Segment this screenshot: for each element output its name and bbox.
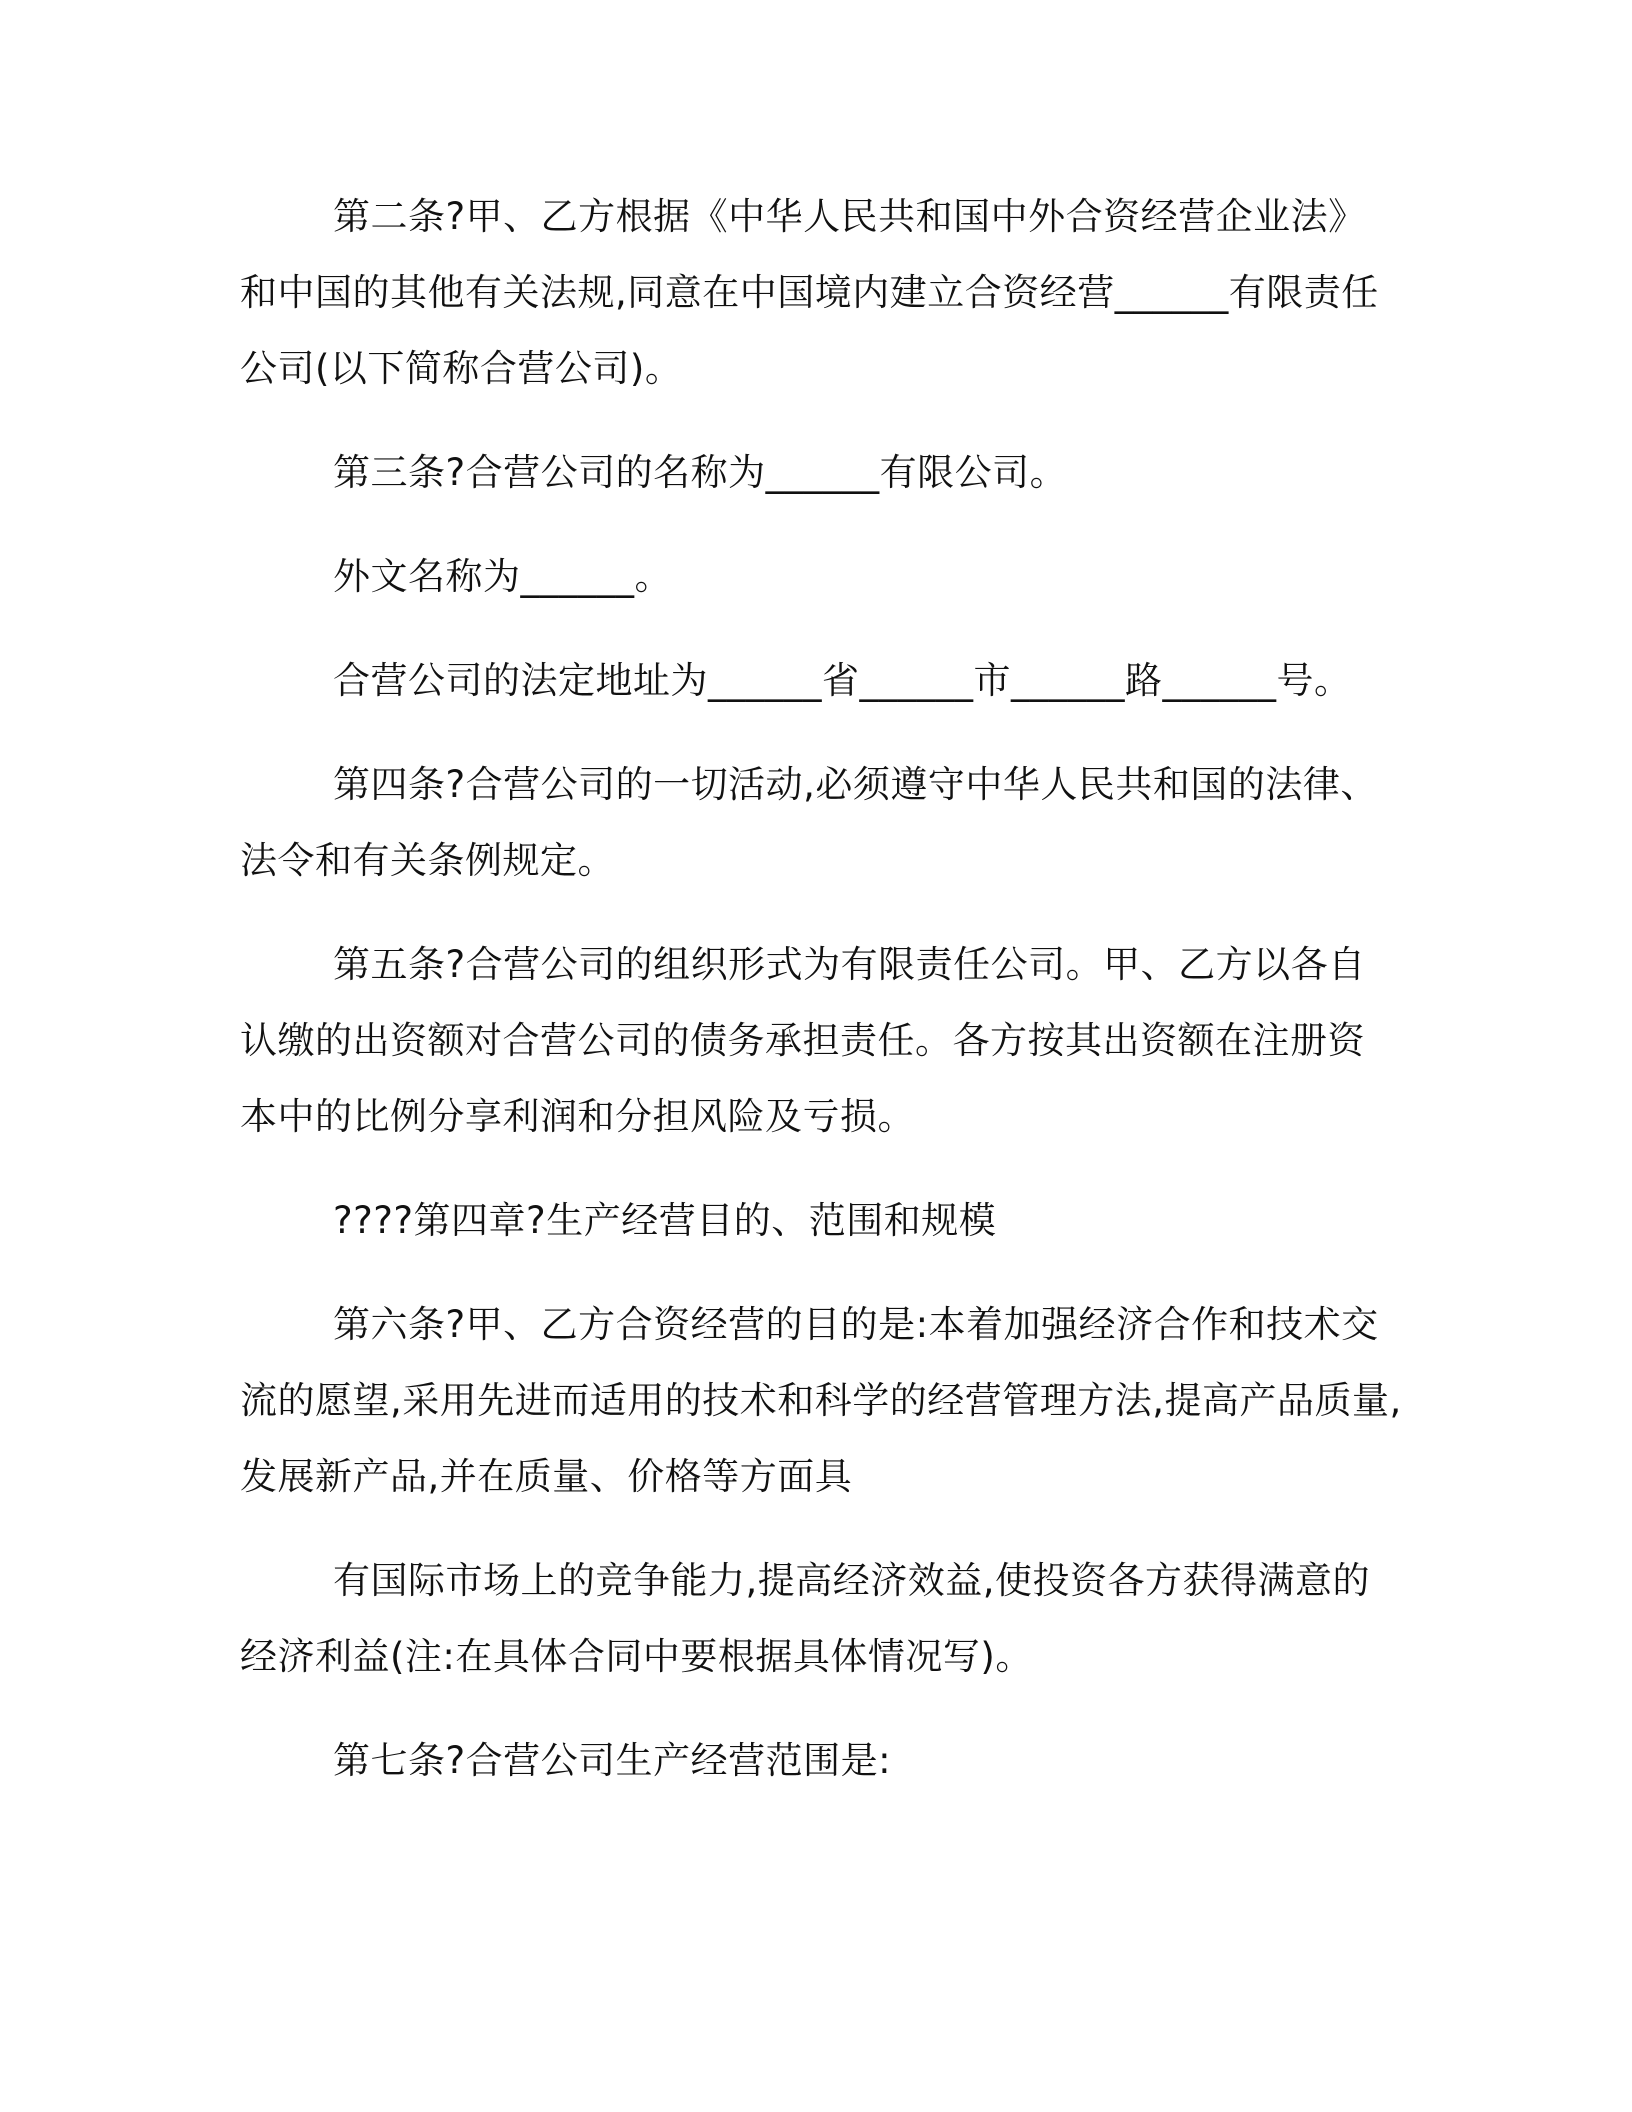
article-7-line-1: 第七条?合营公司生产经营范围是:: [333, 1739, 892, 1782]
chapter-4-heading: ????第四章?生产经营目的、范围和规模: [333, 1199, 997, 1242]
article-4-line-2: 法令和有关条例规定。: [240, 839, 615, 882]
article-5-line-3: 本中的比例分享利润和分担风险及亏损。: [240, 1095, 915, 1138]
article-6-line-1: 第六条?甲、乙方合资经营的目的是:本着加强经济合作和技术交: [333, 1303, 1379, 1346]
article-3-line-1: 第三条?合营公司的名称为______有限公司。: [333, 451, 1068, 494]
foreign-name-line: 外文名称为______。: [333, 555, 672, 598]
article-2-line-2: 和中国的其他有关法规,同意在中国境内建立合资经营______有限责任: [240, 271, 1379, 314]
article-6-cont-line-2: 经济利益(注:在具体合同中要根据具体情况写)。: [240, 1635, 1033, 1678]
article-4-line-1: 第四条?合营公司的一切活动,必须遵守中华人民共和国的法律、: [333, 763, 1378, 806]
article-5-line-1: 第五条?合营公司的组织形式为有限责任公司。甲、乙方以各自: [333, 943, 1366, 986]
article-6-cont-line-1: 有国际市场上的竞争能力,提高经济效益,使投资各方获得满意的: [333, 1559, 1371, 1602]
legal-address-line: 合营公司的法定地址为______省______市______路______号。: [333, 659, 1352, 702]
article-5-line-2: 认缴的出资额对合营公司的债务承担责任。各方按其出资额在注册资: [240, 1019, 1365, 1062]
article-2-line-3: 公司(以下简称合营公司)。: [240, 347, 683, 390]
article-6-line-3: 发展新产品,并在质量、价格等方面具: [240, 1455, 853, 1498]
article-6-line-2: 流的愿望,采用先进而适用的技术和科学的经营管理方法,提高产品质量,: [240, 1379, 1402, 1422]
article-2-line-1: 第二条?甲、乙方根据《中华人民共和国中外合资经营企业法》: [333, 195, 1366, 238]
